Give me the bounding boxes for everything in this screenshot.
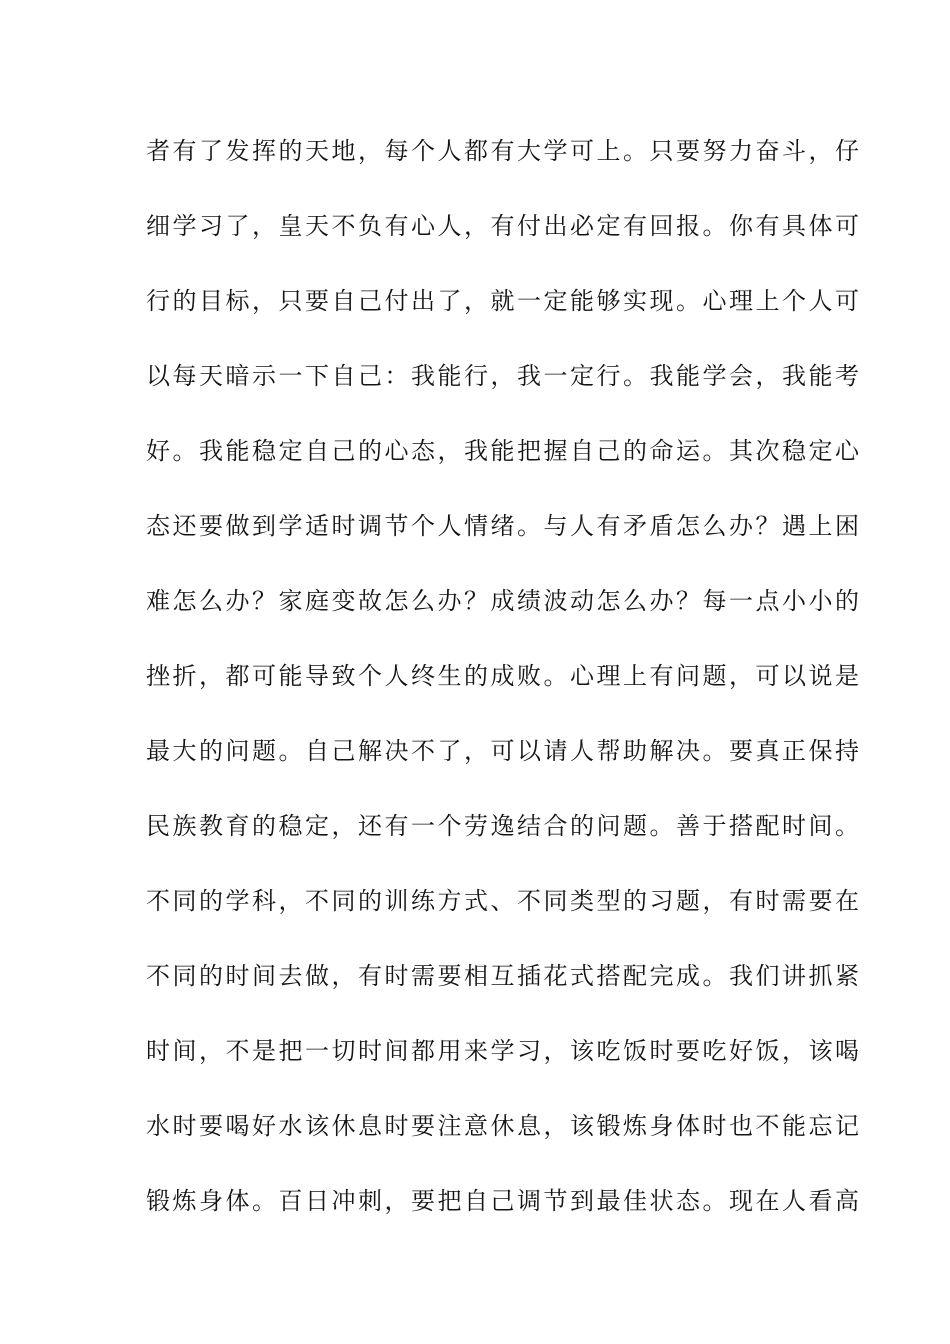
text-line: 以每天暗示一下自己：我能行，我一定行。我能学会，我能考 — [146, 362, 862, 390]
text-line: 不同的学科，不同的训练方式、不同类型的习题，有时需要在 — [146, 887, 862, 915]
text-line: 行的目标，只要自己付出了，就一定能够实现。心理上个人可 — [146, 287, 862, 315]
text-line: 水时要喝好水该休息时要注意休息，该锻炼身体时也不能忘记 — [146, 1112, 862, 1140]
text-line: 不同的时间去做，有时需要相互插花式搭配完成。我们讲抓紧 — [146, 962, 862, 990]
text-line: 态还要做到学适时调节个人情绪。与人有矛盾怎么办？遇上困 — [146, 512, 862, 540]
text-line: 好。我能稳定自己的心态，我能把握自己的命运。其次稳定心 — [146, 437, 862, 465]
body-text — [146, 130, 862, 1255]
text-line: 挫折，都可能导致个人终生的成败。心理上有问题，可以说是 — [146, 662, 862, 690]
text-line: 细学习了，皇天不负有心人，有付出必定有回报。你有具体可 — [146, 212, 862, 240]
text-line: 时间，不是把一切时间都用来学习，该吃饭时要吃好饭，该喝 — [146, 1037, 862, 1065]
text-line: 最大的问题。自己解决不了，可以请人帮助解决。要真正保持 — [146, 737, 862, 765]
text-line: 锻炼身体。百日冲刺，要把自己调节到最佳状态。现在人看高 — [146, 1187, 862, 1215]
text-line: 难怎么办？家庭变故怎么办？成绩波动怎么办？每一点小小的 — [146, 587, 862, 615]
text-line: 者有了发挥的天地，每个人都有大学可上。只要努力奋斗，仔 — [146, 137, 862, 165]
text-line: 民族教育的稳定，还有一个劳逸结合的问题。善于搭配时间。 — [146, 812, 862, 840]
